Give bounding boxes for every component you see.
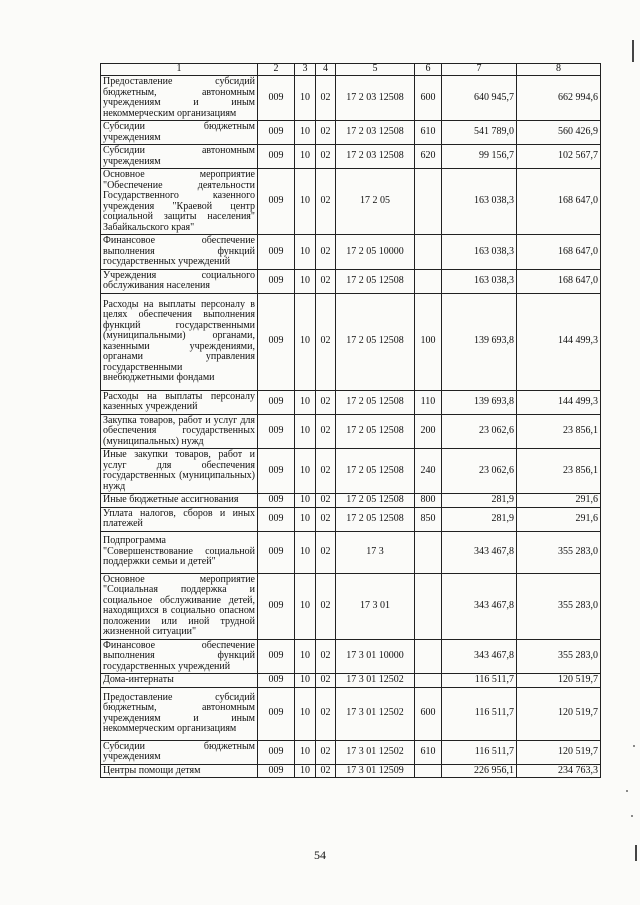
column-admin-code: 009 [258,269,295,293]
column-year-1-amount: 541 789,0 [442,121,517,145]
column-expense-type: 110 [415,390,442,414]
column-year-1-amount: 23 062,6 [442,449,517,494]
row-description: Иные закупки товаров, работ и услуг для обеспечения государственных (муниципальных) нужд [101,449,258,494]
column-year-1-amount: 281,9 [442,494,517,508]
column-expense-type: 200 [415,414,442,449]
column-section: 10 [295,740,316,764]
row-description: Расходы на выплаты персоналу в целях обеспечения выполнения функций государственными (муниципальными) органами, казенными учреждениями, органами управления государственными внебюджетными фондами [101,293,258,390]
column-subsection: 02 [316,639,336,674]
column-expense-type [415,764,442,778]
column-target-article: 17 2 05 12508 [336,414,415,449]
column-target-article: 17 2 05 12508 [336,507,415,531]
column-year-1-amount: 343 467,8 [442,573,517,639]
column-section: 10 [295,169,316,235]
column-year-2-amount: 102 567,7 [517,145,601,169]
column-expense-type [415,531,442,573]
row-description: Учреждения социального обслуживания населения [101,269,258,293]
column-subsection: 02 [316,507,336,531]
column-target-article: 17 2 05 12508 [336,449,415,494]
row-description: Основное мероприятие "Обеспечение деятельности Государственного казенного учреждения "Краевой центр социальной защиты населения" Забайкальского края" [101,169,258,235]
column-section: 10 [295,414,316,449]
scan-speck [626,790,628,792]
column-year-1-amount: 139 693,8 [442,390,517,414]
column-admin-code: 009 [258,449,295,494]
column-expense-type [415,674,442,688]
column-expense-type: 100 [415,293,442,390]
margin-mark [635,845,637,861]
column-section: 10 [295,76,316,121]
column-section: 10 [295,764,316,778]
column-year-1-amount: 281,9 [442,507,517,531]
column-header: 3 [295,64,316,76]
row-description: Уплата налогов, сборов и иных платежей [101,507,258,531]
column-header: 4 [316,64,336,76]
column-target-article: 17 2 03 12508 [336,76,415,121]
column-admin-code: 009 [258,507,295,531]
column-year-2-amount: 291,6 [517,507,601,531]
column-subsection: 02 [316,687,336,740]
column-section: 10 [295,573,316,639]
table-row [101,674,601,688]
column-admin-code: 009 [258,293,295,390]
column-section: 10 [295,674,316,688]
table-row [101,76,601,121]
column-expense-type [415,269,442,293]
column-section: 10 [295,390,316,414]
table-row [101,390,601,414]
column-subsection: 02 [316,169,336,235]
column-year-1-amount: 116 511,7 [442,687,517,740]
table-row [101,235,601,270]
scan-speck [631,815,633,817]
row-description: Центры помощи детям [101,764,258,778]
column-subsection: 02 [316,76,336,121]
table-row [101,293,601,390]
column-admin-code: 009 [258,573,295,639]
table-row [101,414,601,449]
table-row [101,449,601,494]
column-expense-type: 240 [415,449,442,494]
row-description: Предоставление субсидий бюджетным, автономным учреждениям и иным некоммерческим организациям [101,687,258,740]
column-subsection: 02 [316,145,336,169]
column-admin-code: 009 [258,414,295,449]
row-description: Финансовое обеспечение выполнения функций государственных учреждений [101,235,258,270]
column-subsection: 02 [316,235,336,270]
column-section: 10 [295,494,316,508]
column-admin-code: 009 [258,145,295,169]
row-description: Субсидии бюджетным учреждениям [101,121,258,145]
column-year-2-amount: 120 519,7 [517,740,601,764]
column-target-article: 17 3 01 12502 [336,687,415,740]
table-row [101,639,601,674]
column-subsection: 02 [316,494,336,508]
table-header-row [101,64,601,76]
column-admin-code: 009 [258,121,295,145]
column-year-2-amount: 23 856,1 [517,414,601,449]
column-subsection: 02 [316,531,336,573]
table-row [101,121,601,145]
column-target-article: 17 3 01 12502 [336,674,415,688]
column-target-article: 17 2 03 12508 [336,145,415,169]
column-admin-code: 009 [258,687,295,740]
column-year-1-amount: 99 156,7 [442,145,517,169]
column-header: 5 [336,64,415,76]
column-expense-type [415,573,442,639]
column-subsection: 02 [316,121,336,145]
column-admin-code: 009 [258,639,295,674]
column-target-article: 17 3 01 12509 [336,764,415,778]
table-row [101,687,601,740]
column-year-2-amount: 234 763,3 [517,764,601,778]
column-year-2-amount: 355 283,0 [517,531,601,573]
column-section: 10 [295,145,316,169]
column-subsection: 02 [316,269,336,293]
column-target-article: 17 2 05 12508 [336,269,415,293]
column-subsection: 02 [316,573,336,639]
column-admin-code: 009 [258,764,295,778]
table-row [101,764,601,778]
column-subsection: 02 [316,293,336,390]
column-year-2-amount: 144 499,3 [517,293,601,390]
column-expense-type: 610 [415,121,442,145]
row-description: Иные бюджетные ассигнования [101,494,258,508]
column-section: 10 [295,121,316,145]
column-year-1-amount: 163 038,3 [442,269,517,293]
table-row [101,740,601,764]
column-section: 10 [295,507,316,531]
column-target-article: 17 2 05 12508 [336,494,415,508]
row-description: Закупка товаров, работ и услуг для обеспечения государственных (муниципальных) нужд [101,414,258,449]
column-admin-code: 009 [258,390,295,414]
column-subsection: 02 [316,740,336,764]
column-header: 2 [258,64,295,76]
table-row [101,169,601,235]
column-section: 10 [295,449,316,494]
column-header: 8 [517,64,601,76]
column-expense-type: 800 [415,494,442,508]
column-target-article: 17 2 05 12508 [336,390,415,414]
row-description: Предоставление субсидий бюджетным, автономным учреждениям и иным некоммерческим организациям [101,76,258,121]
column-target-article: 17 3 01 10000 [336,639,415,674]
column-expense-type [415,639,442,674]
row-description: Субсидии бюджетным учреждениям [101,740,258,764]
column-year-1-amount: 343 467,8 [442,531,517,573]
column-target-article: 17 2 05 12508 [336,293,415,390]
row-description: Субсидии автономным учреждениям [101,145,258,169]
column-year-1-amount: 139 693,8 [442,293,517,390]
column-admin-code: 009 [258,76,295,121]
column-target-article: 17 2 05 [336,169,415,235]
page-number: 54 [314,848,326,862]
column-year-2-amount: 120 519,7 [517,687,601,740]
column-section: 10 [295,235,316,270]
column-year-1-amount: 163 038,3 [442,169,517,235]
column-year-1-amount: 226 956,1 [442,764,517,778]
column-admin-code: 009 [258,169,295,235]
column-year-2-amount: 291,6 [517,494,601,508]
row-description: Расходы на выплаты персоналу казенных учреждений [101,390,258,414]
column-year-2-amount: 168 647,0 [517,235,601,270]
column-year-1-amount: 23 062,6 [442,414,517,449]
column-expense-type: 610 [415,740,442,764]
table-row [101,531,601,573]
budget-table [100,63,601,778]
table-row [101,269,601,293]
row-description: Финансовое обеспечение выполнения функций государственных учреждений [101,639,258,674]
column-subsection: 02 [316,414,336,449]
column-expense-type: 600 [415,76,442,121]
column-admin-code: 009 [258,740,295,764]
column-target-article: 17 3 01 12502 [336,740,415,764]
column-subsection: 02 [316,390,336,414]
column-year-1-amount: 640 945,7 [442,76,517,121]
column-year-1-amount: 163 038,3 [442,235,517,270]
column-target-article: 17 2 03 12508 [336,121,415,145]
column-year-2-amount: 23 856,1 [517,449,601,494]
column-year-2-amount: 560 426,9 [517,121,601,145]
column-admin-code: 009 [258,494,295,508]
scan-speck [633,745,635,747]
column-section: 10 [295,293,316,390]
column-header: 7 [442,64,517,76]
column-admin-code: 009 [258,235,295,270]
column-expense-type: 600 [415,687,442,740]
column-year-2-amount: 168 647,0 [517,169,601,235]
row-description: Подпрограмма "Совершенствование социальной поддержки семьи и детей" [101,531,258,573]
margin-mark [632,40,634,62]
column-admin-code: 009 [258,531,295,573]
column-year-2-amount: 168 647,0 [517,269,601,293]
column-target-article: 17 3 01 [336,573,415,639]
column-target-article: 17 3 [336,531,415,573]
column-header: 1 [101,64,258,76]
column-expense-type [415,235,442,270]
column-section: 10 [295,269,316,293]
column-section: 10 [295,639,316,674]
row-description: Основное мероприятие "Социальная поддержка и социальное обслуживание детей, находящихся в социально опасном положении или иной трудной жизненной ситуации" [101,573,258,639]
column-subsection: 02 [316,674,336,688]
table-row [101,507,601,531]
column-year-1-amount: 116 511,7 [442,674,517,688]
column-year-2-amount: 120 519,7 [517,674,601,688]
column-year-1-amount: 116 511,7 [442,740,517,764]
column-expense-type: 620 [415,145,442,169]
column-subsection: 02 [316,764,336,778]
row-description: Дома-интернаты [101,674,258,688]
column-year-2-amount: 662 994,6 [517,76,601,121]
column-header: 6 [415,64,442,76]
column-year-2-amount: 144 499,3 [517,390,601,414]
column-admin-code: 009 [258,674,295,688]
table-row [101,573,601,639]
column-subsection: 02 [316,449,336,494]
column-year-2-amount: 355 283,0 [517,573,601,639]
table-row [101,494,601,508]
column-year-2-amount: 355 283,0 [517,639,601,674]
column-expense-type: 850 [415,507,442,531]
column-section: 10 [295,531,316,573]
table-row [101,145,601,169]
column-expense-type [415,169,442,235]
column-section: 10 [295,687,316,740]
column-year-1-amount: 343 467,8 [442,639,517,674]
column-target-article: 17 2 05 10000 [336,235,415,270]
